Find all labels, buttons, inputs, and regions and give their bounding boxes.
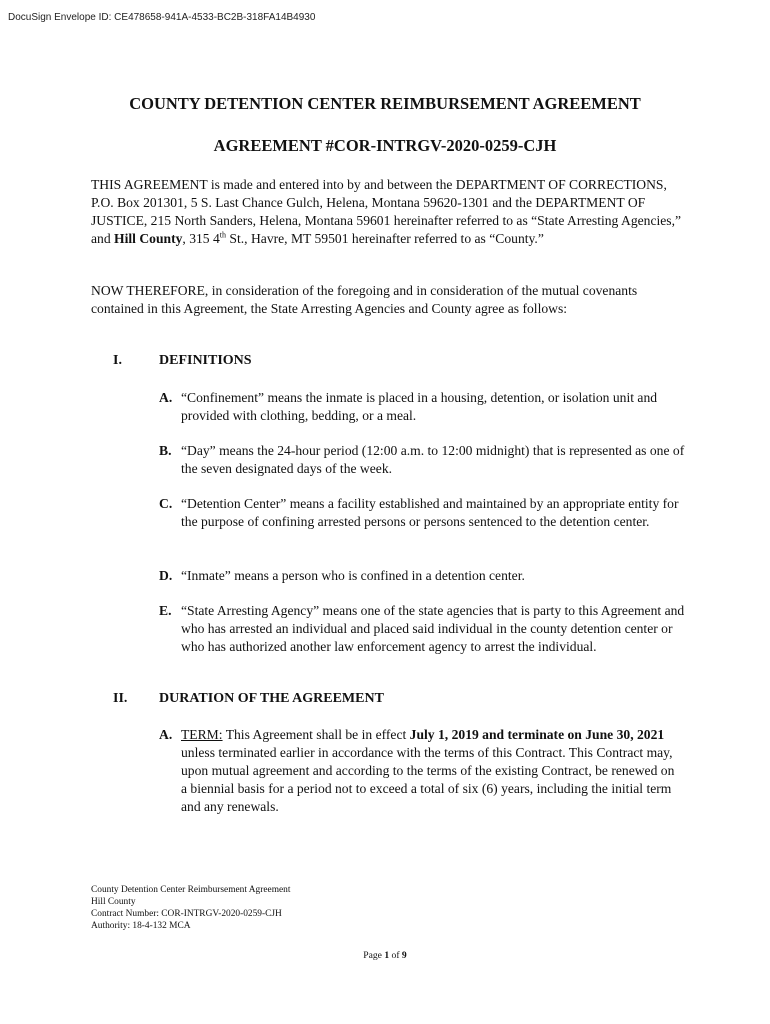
section-2-heading: DURATION OF THE AGREEMENT bbox=[159, 691, 384, 706]
county-name: Hill County bbox=[114, 231, 183, 246]
definition-item bbox=[159, 567, 689, 585]
definition-text: “Inmate” means a person who is confined in a detention center. bbox=[181, 568, 525, 583]
footer-line: Authority: 18-4-132 MCA bbox=[91, 921, 191, 931]
definition-letter: D. bbox=[159, 568, 173, 583]
section-2-number: II. bbox=[113, 691, 128, 706]
definition-text: “Day” means the 24-hour period (12:00 a.m. to 12:00 midnight) that is represented as one of the seven designated days of the week. bbox=[181, 443, 685, 476]
definition-letter: B. bbox=[159, 443, 172, 458]
term-dates: July 1, 2019 and terminate on June 30, 2021 bbox=[409, 727, 665, 742]
definition-text: “State Arresting Agency” means one of the state agencies that is party to this Agreement and who has arrested an individual and placed said individual in the county detention center or who has authorized another law enforcement agency to arrest the individual. bbox=[181, 603, 685, 654]
definition-item bbox=[159, 602, 689, 656]
definition-letter: E. bbox=[159, 603, 172, 618]
section-1-heading: DEFINITIONS bbox=[159, 353, 252, 368]
footer-line: Hill County bbox=[91, 897, 136, 907]
docusign-envelope-id: DocuSign Envelope ID: CE478658-941A-4533-BC2B-318FA14B4930 bbox=[8, 12, 316, 23]
now-therefore-paragraph: NOW THEREFORE, in consideration of the foregoing and in consideration of the mutual covenants contained in this Agreement, the State Arresting Agencies and County agree as follows: bbox=[91, 283, 638, 316]
intro-paragraph: THIS AGREEMENT is made and entered into by and between the DEPARTMENT OF CORRECTIONS, P.O. Box 201301, 5 S. Last Chance Gulch, Helena, Montana 59620-1301 and the DEPARTMENT OF JUSTICE, 215 North Sanders, Helena, Montana 59601 hereinafter referred to as “State Arresting Agencies,” and Hill County, 315 4th St., Havre, MT 59501 hereinafter referred to as “County.” bbox=[91, 177, 682, 246]
page-footer bbox=[91, 884, 290, 932]
term-label: TERM: bbox=[181, 727, 223, 742]
section-1-number: I. bbox=[113, 353, 122, 368]
footer-line: County Detention Center Reimbursement Agreement bbox=[91, 885, 291, 895]
term-letter: A. bbox=[159, 727, 173, 742]
definition-letter: A. bbox=[159, 390, 173, 405]
document-title: COUNTY DETENTION CENTER REIMBURSEMENT AGREEMENT bbox=[129, 94, 641, 113]
definition-item bbox=[159, 442, 689, 478]
definition-text: “Confinement” means the inmate is placed in a housing, detention, or isolation unit and provided with clothing, bedding, or a meal. bbox=[181, 390, 658, 423]
footer-line: Contract Number: COR-INTRGV-2020-0259-CJH bbox=[91, 909, 282, 919]
definition-text: “Detention Center” means a facility established and maintained by an appropriate entity for the purpose of confining arrested persons or persons sentenced to the detention center. bbox=[181, 496, 679, 529]
term-clause: A. TERM: This Agreement shall be in effect July 1, 2019 and terminate on June 30, 2021 unless terminated earlier in accordance with the terms of this Contract. This Contract may, upon mutual agreement and according to the terms of the existing Contract, be renewed on a biennial basis for a period not to exceed a total of six (6) years, including the initial term and any renewals. bbox=[159, 727, 675, 814]
definition-letter: C. bbox=[159, 496, 173, 511]
agreement-number: AGREEMENT #COR-INTRGV-2020-0259-CJH bbox=[213, 136, 557, 155]
page-number: Page 1 of 9 bbox=[363, 950, 407, 961]
definition-item bbox=[159, 389, 689, 425]
definition-item bbox=[159, 495, 689, 531]
